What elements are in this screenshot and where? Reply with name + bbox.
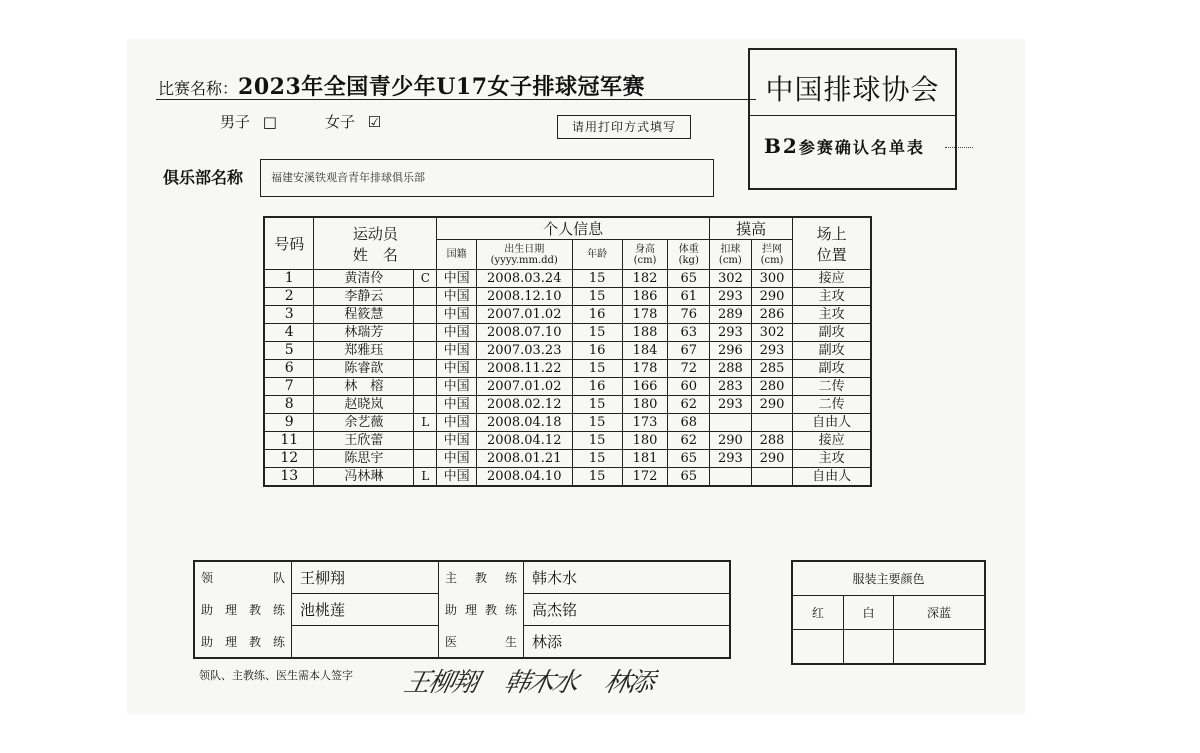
player-nationality: 中国 [437, 306, 477, 324]
player-age: 15 [572, 414, 622, 432]
head-coach-label: 主 教 练 [439, 561, 524, 594]
header-weight [668, 240, 710, 270]
player-spike: 293 [710, 450, 752, 468]
player-spike: 296 [710, 342, 752, 360]
player-spike [710, 414, 752, 432]
player-height: 166 [622, 378, 668, 396]
player-birth: 2008.03.24 [476, 270, 572, 288]
player-tag [414, 378, 437, 396]
player-height: 172 [622, 468, 668, 487]
player-birth: 2007.01.02 [476, 306, 572, 324]
player-block: 290 [751, 288, 793, 306]
assistant-coach-label-3: 助理教练 [439, 594, 524, 626]
player-number: 4 [264, 324, 314, 342]
assistant-coach-name-2 [292, 626, 439, 659]
player-tag [414, 396, 437, 414]
player-position: 副攻 [793, 360, 871, 378]
player-nationality: 中国 [437, 378, 477, 396]
player-nationality: 中国 [437, 396, 477, 414]
player-nationality: 中国 [437, 414, 477, 432]
player-position: 接应 [793, 270, 871, 288]
signature-head-coach: 韩木水 [501, 668, 580, 698]
header-athlete [314, 217, 437, 270]
player-age: 16 [572, 306, 622, 324]
player-birth: 2008.04.18 [476, 414, 572, 432]
player-block: 302 [751, 324, 793, 342]
header-spike [710, 240, 752, 270]
player-height: 184 [622, 342, 668, 360]
female-option [325, 111, 381, 132]
player-birth: 2008.04.12 [476, 432, 572, 450]
header-height [622, 240, 668, 270]
player-birth: 2007.03.23 [476, 342, 572, 360]
player-age: 15 [572, 270, 622, 288]
player-block: 300 [751, 270, 793, 288]
form-title-text: 参赛确认名单表 [798, 138, 925, 157]
player-position: 接应 [793, 432, 871, 450]
player-block: 285 [751, 360, 793, 378]
player-weight: 72 [668, 360, 710, 378]
header-birth [476, 240, 572, 270]
staff-table [193, 560, 731, 659]
association-divider [750, 115, 955, 116]
player-number: 3 [264, 306, 314, 324]
header-spike-line2: (cm) [718, 254, 742, 266]
player-height: 178 [622, 306, 668, 324]
header-birth-line2: (yyyy.mm.dd) [490, 254, 558, 266]
player-age: 15 [572, 432, 622, 450]
table-row [264, 342, 871, 360]
player-height: 181 [622, 450, 668, 468]
player-block: 290 [751, 450, 793, 468]
header-birth-line1: 出生日期 [504, 243, 545, 255]
player-position: 二传 [793, 396, 871, 414]
player-block: 280 [751, 378, 793, 396]
player-tag [414, 432, 437, 450]
player-birth: 2008.01.21 [476, 450, 572, 468]
uniform-empty-3 [893, 630, 985, 665]
player-tag: L [414, 414, 437, 432]
player-tag [414, 450, 437, 468]
player-age: 16 [572, 342, 622, 360]
player-number: 11 [264, 432, 314, 450]
player-tag [414, 288, 437, 306]
table-row [264, 396, 871, 414]
player-spike: 290 [710, 432, 752, 450]
header-spike-line1: 扣球 [720, 243, 741, 255]
player-age: 15 [572, 450, 622, 468]
player-age: 15 [572, 468, 622, 487]
header-position [793, 217, 871, 270]
header-block-line2: (cm) [760, 254, 784, 266]
player-weight: 76 [668, 306, 710, 324]
player-spike [710, 468, 752, 487]
uniform-empty-1 [792, 630, 844, 665]
player-number: 13 [264, 468, 314, 487]
player-number: 5 [264, 342, 314, 360]
player-nationality: 中国 [437, 288, 477, 306]
table-row [264, 450, 871, 468]
player-name: 陈睿歆 [314, 360, 414, 378]
club-label: 俱乐部名称 [163, 168, 244, 187]
table-row [264, 324, 871, 342]
player-age: 16 [572, 378, 622, 396]
association-name: 中国排球协会 [765, 73, 940, 106]
player-nationality: 中国 [437, 450, 477, 468]
player-number: 8 [264, 396, 314, 414]
player-spike: 283 [710, 378, 752, 396]
header-reach: 摸高 [710, 217, 793, 240]
header-weight-line2: (kg) [678, 254, 699, 266]
player-age: 15 [572, 396, 622, 414]
player-block: 293 [751, 342, 793, 360]
assistant-coach-name-1: 池桃莲 [292, 594, 439, 626]
player-nationality: 中国 [437, 324, 477, 342]
player-weight: 62 [668, 396, 710, 414]
association-box [748, 48, 957, 190]
player-age: 15 [572, 288, 622, 306]
player-number: 2 [264, 288, 314, 306]
player-nationality: 中国 [437, 342, 477, 360]
uniform-colors-table [791, 560, 986, 665]
player-tag [414, 342, 437, 360]
player-weight: 60 [668, 378, 710, 396]
player-spike: 289 [710, 306, 752, 324]
female-label: 女子 [325, 113, 356, 131]
header-position-line2: 位置 [816, 245, 847, 264]
header-position-line1: 场上 [816, 224, 847, 243]
print-note: 请用打印方式填写 [557, 115, 691, 139]
club-value: 福建安溪铁观音青年排球俱乐部 [271, 171, 425, 184]
player-birth: 2008.02.12 [476, 396, 572, 414]
match-title [158, 70, 645, 101]
player-height: 186 [622, 288, 668, 306]
player-block: 288 [751, 432, 793, 450]
player-weight: 65 [668, 450, 710, 468]
table-row [264, 468, 871, 487]
player-position: 副攻 [793, 324, 871, 342]
player-number: 7 [264, 378, 314, 396]
table-row [264, 270, 871, 288]
match-label: 比赛名称： [158, 79, 239, 98]
player-name: 冯林琳 [314, 468, 414, 487]
signature-leader: 王柳翔 [401, 668, 480, 698]
player-nationality: 中国 [437, 432, 477, 450]
player-spike: 302 [710, 270, 752, 288]
player-tag [414, 324, 437, 342]
player-position: 自由人 [793, 468, 871, 487]
head-coach-name: 韩木水 [524, 561, 731, 594]
player-name: 黄清伶 [314, 270, 414, 288]
player-height: 182 [622, 270, 668, 288]
table-row [264, 360, 871, 378]
player-spike: 293 [710, 396, 752, 414]
player-weight: 65 [668, 270, 710, 288]
player-block [751, 468, 793, 487]
player-nationality: 中国 [437, 270, 477, 288]
table-row [264, 378, 871, 396]
header-nationality: 国籍 [437, 240, 477, 270]
player-position: 主攻 [793, 450, 871, 468]
signature-label: 领队、主教练、医生需本人签字 [199, 669, 353, 682]
player-number: 12 [264, 450, 314, 468]
uniform-color-2: 白 [844, 596, 894, 630]
uniform-color-3: 深蓝 [893, 596, 985, 630]
player-name: 陈思宇 [314, 450, 414, 468]
table-row [264, 432, 871, 450]
table-row [264, 288, 871, 306]
player-tag: L [414, 468, 437, 487]
leader-name: 王柳翔 [292, 561, 439, 594]
player-tag [414, 360, 437, 378]
player-name: 林瑞芳 [314, 324, 414, 342]
uniform-title: 服装主要颜色 [792, 561, 985, 596]
player-name: 余艺薇 [314, 414, 414, 432]
player-position: 主攻 [793, 306, 871, 324]
header-block [751, 240, 793, 270]
player-weight: 67 [668, 342, 710, 360]
player-age: 15 [572, 324, 622, 342]
header-weight-line1: 体重 [678, 243, 699, 255]
male-option [220, 111, 277, 132]
player-block: 290 [751, 396, 793, 414]
player-name: 林 榕 [314, 378, 414, 396]
header-athlete-line1: 运动员 [352, 224, 398, 243]
uniform-empty-2 [844, 630, 894, 665]
player-position: 副攻 [793, 342, 871, 360]
player-name: 赵晓岚 [314, 396, 414, 414]
header-personal: 个人信息 [437, 217, 710, 240]
player-position: 自由人 [793, 414, 871, 432]
player-height: 173 [622, 414, 668, 432]
header-block-line1: 拦网 [762, 243, 782, 255]
player-age: 15 [572, 360, 622, 378]
table-row [264, 306, 871, 324]
form-code: B2 [764, 134, 799, 158]
player-spike: 293 [710, 288, 752, 306]
club-field [260, 159, 714, 197]
signature-doctor: 林添 [601, 668, 656, 698]
leader-label: 领 队 [201, 571, 285, 586]
player-spike: 288 [710, 360, 752, 378]
player-birth: 2008.12.10 [476, 288, 572, 306]
player-birth: 2008.04.10 [476, 468, 572, 487]
player-position: 主攻 [793, 288, 871, 306]
player-weight: 65 [668, 468, 710, 487]
player-weight: 62 [668, 432, 710, 450]
player-number: 1 [264, 270, 314, 288]
player-block: 286 [751, 306, 793, 324]
assistant-coach-label-1: 助理教练 [201, 603, 285, 617]
player-height: 188 [622, 324, 668, 342]
male-label: 男子 [220, 113, 251, 131]
player-height: 178 [622, 360, 668, 378]
uniform-color-1: 红 [792, 596, 844, 630]
player-position: 二传 [793, 378, 871, 396]
title-underline [156, 99, 756, 100]
player-birth: 2007.01.02 [476, 378, 572, 396]
player-name: 郑雅珏 [314, 342, 414, 360]
player-nationality: 中国 [437, 360, 477, 378]
roster-body [264, 270, 871, 487]
assistant-coach-name-3: 高杰铭 [524, 594, 731, 626]
player-weight: 63 [668, 324, 710, 342]
player-height: 180 [622, 432, 668, 450]
player-tag: C [414, 270, 437, 288]
player-weight: 61 [668, 288, 710, 306]
header-athlete-line2: 姓 名 [352, 245, 398, 264]
male-checkbox: □ [262, 113, 277, 131]
female-checkbox: ☑ [367, 113, 382, 131]
player-birth: 2008.11.22 [476, 360, 572, 378]
header-number: 号码 [264, 217, 314, 270]
header-height-line2: (cm) [633, 254, 657, 266]
player-block [751, 414, 793, 432]
player-name: 李静云 [314, 288, 414, 306]
roster-table [263, 216, 872, 487]
player-tag [414, 306, 437, 324]
player-nationality: 中国 [437, 468, 477, 487]
player-height: 180 [622, 396, 668, 414]
table-row [264, 414, 871, 432]
assistant-coach-label-2: 助理教练 [201, 634, 285, 649]
form-title [764, 134, 925, 158]
doctor-label: 医 生 [439, 626, 524, 659]
doctor-name: 林添 [524, 626, 731, 659]
player-spike: 293 [710, 324, 752, 342]
player-number: 6 [264, 360, 314, 378]
player-birth: 2008.07.10 [476, 324, 572, 342]
player-number: 9 [264, 414, 314, 432]
player-weight: 68 [668, 414, 710, 432]
header-age: 年龄 [572, 240, 622, 270]
player-name: 王欣蕾 [314, 432, 414, 450]
header-height-line1: 身高 [635, 243, 655, 255]
match-name: 2023年全国青少年U17女子排球冠军赛 [238, 74, 646, 100]
player-name: 程筱慧 [314, 306, 414, 324]
